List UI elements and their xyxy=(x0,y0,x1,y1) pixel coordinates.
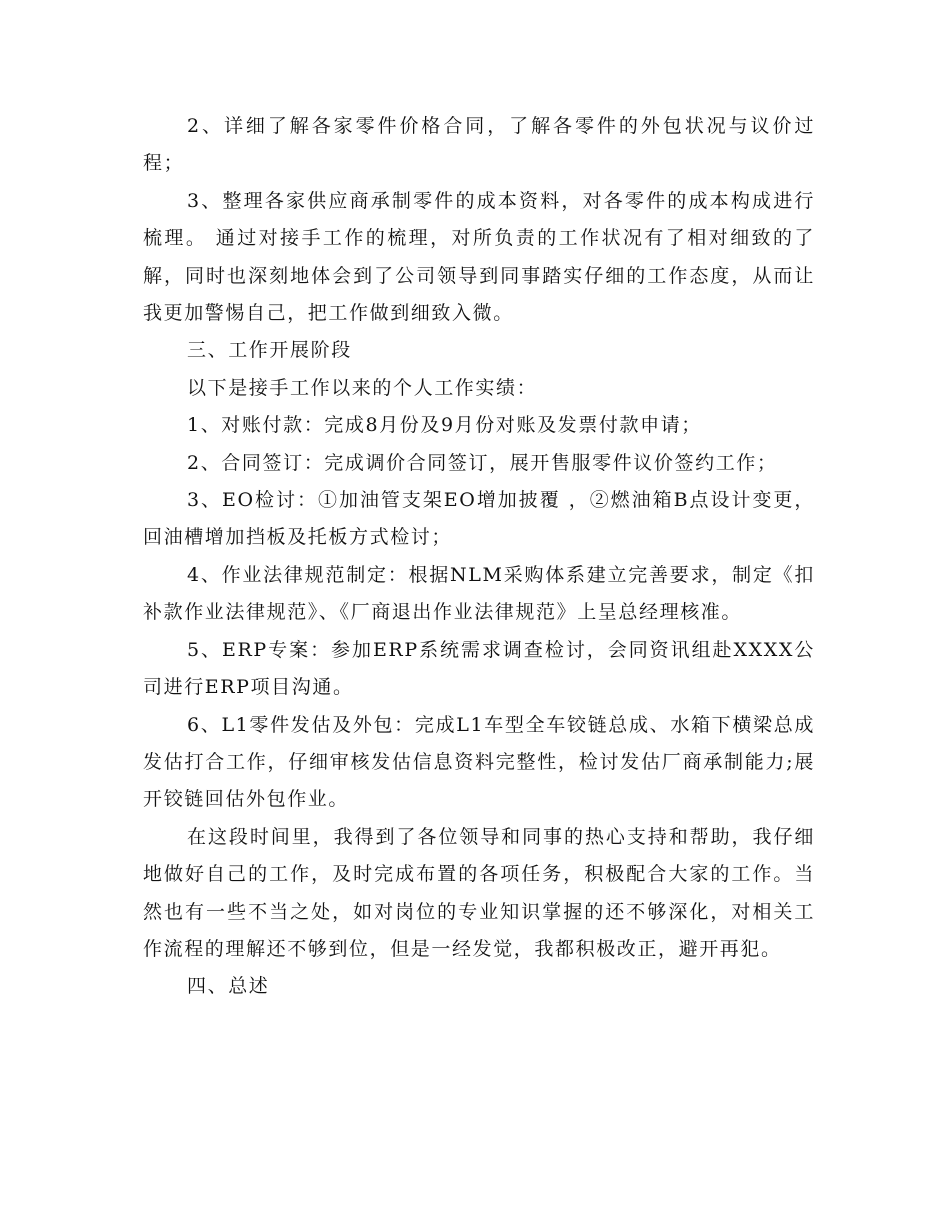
achievement-4: 4、作业法律规范制定：根据NLM采购体系建立完善要求，制定《扣补款作业法律规范》、《厂商退出作业法律规范》上呈总经理核准。 xyxy=(143,563,815,624)
achievement-1: 1、对账付款：完成8月份及9月份对账及发票付款申请； xyxy=(187,414,702,437)
achievement-6: 6、L1零件发估及外包：完成L1车型全车铰链总成、水箱下横梁总成发估打合工作，仔细审核发估信息资料完整性，检讨发估厂商承制能力;展开铰链回估外包作业。 xyxy=(143,713,815,811)
paragraph-item-2: 2、详细了解各家零件价格合同，了解各零件的外包状况与议价过程； xyxy=(143,115,815,175)
achievement-2: 2、合同签订：完成调价合同签订，展开售服零件议价签约工作； xyxy=(187,451,778,474)
achievement-3: 3、EO检讨：①加油管支架EO增加披覆 ，②燃油箱B点设计变更，回油槽增加挡板及托板方式检讨； xyxy=(143,489,815,549)
achievement-5: 5、ERP专案：参加ERP系统需求调查检讨，会同资讯组赴XXXX公司进行ERP项目沟通。 xyxy=(143,638,815,699)
document-page xyxy=(143,108,815,1006)
intro-paragraph: 以下是接手工作以来的个人工作实绩： xyxy=(187,376,538,399)
section-heading-3: 三、工作开展阶段 xyxy=(187,339,352,362)
section-heading-4: 四、总述 xyxy=(187,975,270,998)
reflection-paragraph: 在这段时间里，我得到了各位领导和同事的热心支持和帮助，我仔细地做好自己的工作，及时完成布置的各项任务，积极配合大家的工作。当然也有一些不当之处，如对岗位的专业知识掌握的还不够深化，对相关工作流程的理解还不够到位，但是一经发觉，我都积极改正，避开再犯。 xyxy=(143,825,815,960)
paragraph-item-3: 3、整理各家供应商承制零件的成本资料，对各零件的成本构成进行梳理。 通过对接手工作的梳理，对所负责的工作状况有了相对细致的了解，同时也深刻地体会到了公司领导到同事踏实仔细的工作态度，从而让我更加警惕自己，把工作做到细致入微。 xyxy=(143,189,815,325)
